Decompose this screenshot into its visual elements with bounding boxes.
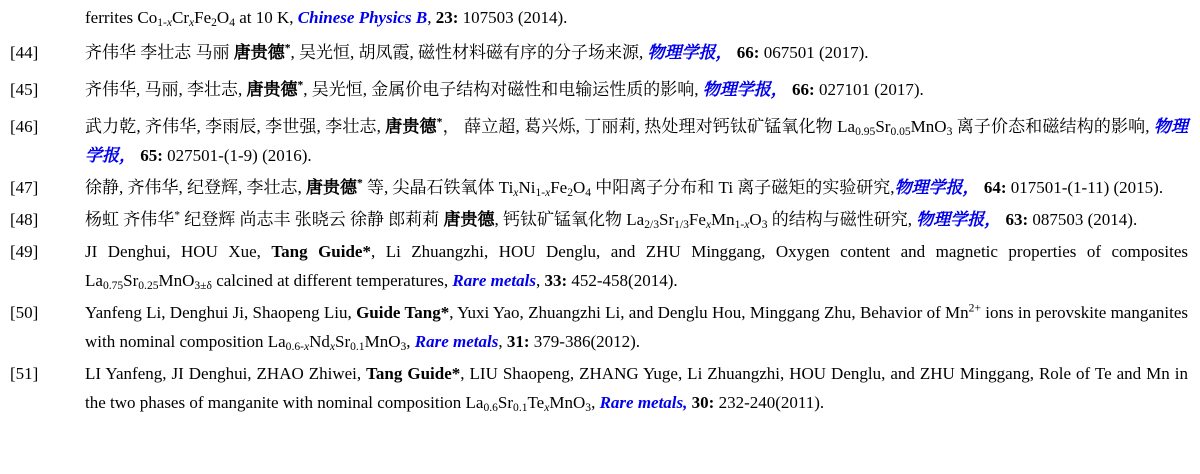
text-segment: 唐贵德	[233, 43, 285, 62]
text-segment: 23:	[435, 8, 459, 27]
text-segment: , 吴光恒, 金属价电子结构对磁性和电输运性质的影响,	[303, 80, 703, 99]
text-segment: ferrites Co	[85, 8, 158, 27]
text-segment: 017501-(1-11) (2015).	[1006, 178, 1164, 197]
journal-name: 物理学报，	[647, 43, 733, 62]
text-segment: 379-386(2012).	[529, 332, 641, 351]
reference-text	[85, 208, 1138, 232]
reference-item	[10, 359, 1188, 417]
superscript-text: 2+	[968, 301, 981, 315]
subscript-text: x	[545, 186, 551, 200]
subscript-text: 0.05	[890, 125, 911, 139]
journal-name: 物理学报，	[85, 117, 1189, 165]
reference-item	[10, 237, 1188, 295]
text-segment: 66:	[736, 43, 760, 62]
subscript-text: 0.1	[513, 401, 528, 415]
text-segment: 66:	[792, 80, 815, 99]
text-segment: Ni	[518, 178, 536, 197]
text-segment: 齐伟华, 马丽, 李壮志,	[85, 80, 247, 99]
reference-number: [47]	[10, 178, 39, 197]
subscript-text: 3±δ	[194, 279, 212, 293]
text-segment: O	[749, 210, 762, 229]
text-segment: Fe	[688, 210, 706, 229]
reference-item	[10, 75, 1188, 104]
reference-item	[10, 173, 1188, 202]
text-segment: 107503 (2014).	[458, 8, 568, 27]
subscript-text: x	[166, 16, 172, 30]
text-segment: 唐贵德	[443, 210, 495, 229]
reference-text	[85, 242, 1188, 293]
text-segment: Sr	[123, 271, 139, 290]
text-segment: 027101 (2017).	[814, 80, 924, 99]
text-segment: 067501 (2017).	[759, 43, 869, 62]
text-segment: ,	[406, 332, 415, 351]
text-segment: 31:	[506, 332, 530, 351]
reference-text	[85, 364, 1189, 415]
reference-item	[10, 205, 1188, 234]
text-segment: ， 薛立超, 葛兴烁, 丁丽莉, 热处理对钙钛矿锰氧化物 La	[442, 117, 856, 136]
subscript-text: x	[189, 16, 195, 30]
text-segment: 等, 尖晶石铁氧体 Ti	[362, 178, 514, 197]
text-segment: 64:	[983, 178, 1007, 197]
text-segment: ,	[498, 332, 507, 351]
reference-text	[85, 117, 1188, 165]
reference-text	[85, 301, 1188, 354]
subscript-text: 2	[211, 16, 217, 30]
text-segment: Nd	[309, 332, 330, 351]
text-segment: MnO	[158, 271, 195, 290]
text-segment: ,	[591, 393, 600, 412]
text-segment: ,	[427, 8, 436, 27]
text-segment: at 10 K,	[234, 8, 298, 27]
reference-number: [48]	[10, 210, 39, 229]
subscript-text: x	[544, 401, 550, 415]
reference-text	[85, 43, 869, 62]
reference-number: [50]	[10, 303, 39, 322]
reference-text	[85, 80, 924, 99]
superscript-text: *	[436, 115, 443, 129]
text-segment: Fe	[194, 8, 212, 27]
subscript-text: 1-	[535, 186, 546, 200]
text-segment: MnO	[549, 393, 586, 412]
reference-number: [45]	[10, 80, 39, 99]
text-segment: Fe	[550, 178, 568, 197]
text-segment: Te	[527, 393, 545, 412]
text-segment: calcined at different temperatures,	[211, 271, 453, 290]
text-segment: 唐贵德	[246, 80, 298, 99]
journal-name: 物理学报，	[702, 80, 788, 99]
journal-name: 物理学报，	[916, 210, 1002, 229]
text-segment: ions in perovskite manganites with nominal composition La	[85, 303, 1188, 351]
text-segment: 中阳离子分布和 Ti 离子磁矩的实验研究,	[591, 178, 895, 197]
text-segment: Sr	[875, 117, 891, 136]
reference-item	[10, 38, 1188, 67]
text-segment: 452-458(2014).	[567, 271, 678, 290]
text-segment: O	[572, 178, 586, 197]
text-segment: Sr	[658, 210, 675, 229]
text-segment: 纪登辉 尚志丰 张晓云 徐静 郎莉莉	[180, 210, 444, 229]
subscript-text: 3	[400, 340, 407, 354]
subscript-text: x	[513, 186, 519, 200]
subscript-text: 2/3	[644, 218, 659, 232]
subscript-text: 3	[946, 125, 953, 139]
text-segment: Sr	[335, 332, 351, 351]
text-segment: Cr	[172, 8, 189, 27]
text-segment: Yanfeng Li, Denghui Ji, Shaopeng Liu,	[85, 303, 357, 322]
text-segment: JI Denghui, HOU Xue,	[85, 242, 272, 261]
subscript-text: 1-	[157, 16, 167, 30]
text-segment: 63:	[1005, 210, 1029, 229]
text-segment: Tang Guide*	[366, 364, 461, 383]
subscript-text: 3	[585, 401, 592, 415]
subscript-text: 3	[761, 218, 768, 232]
journal-name: Chinese Physics B	[297, 8, 428, 27]
text-segment: Mn	[711, 210, 735, 229]
text-segment: MnO	[910, 117, 947, 136]
text-segment: 232-240(2011).	[714, 393, 825, 412]
text-segment: 027501-(1-9) (2016).	[162, 146, 312, 165]
subscript-text: 0.1	[350, 340, 365, 354]
reference-item	[10, 3, 1188, 32]
subscript-text: 0.25	[138, 279, 159, 293]
text-segment: , Yuxi Yao, Zhuangzhi Li, and Denglu Hou, Minggang Zhu, Behavior of Mn	[449, 303, 969, 322]
reference-item	[10, 112, 1188, 170]
text-segment: , LIU Shaopeng, ZHANG Yuge, Li Zhuangzhi, HOU Denglu, and ZHU Minggang, Role of Te and Mn in the two phases of manganite with nominal composition La	[85, 364, 1189, 412]
subscript-text: 1/3	[674, 218, 689, 232]
text-segment: LI Yanfeng, JI Denghui, ZHAO Zhiwei,	[85, 364, 367, 383]
subscript-text: x	[705, 218, 712, 232]
subscript-text: 1-	[734, 218, 745, 232]
reference-number: [46]	[10, 117, 39, 136]
subscript-text: 4	[229, 16, 235, 30]
text-segment: ,	[535, 271, 545, 290]
superscript-text: *	[297, 78, 304, 92]
reference-text	[85, 8, 568, 30]
subscript-text: x	[303, 340, 310, 354]
reference-list	[10, 3, 1188, 417]
text-segment: 唐贵德	[385, 117, 437, 136]
subscript-text: 0.95	[855, 125, 876, 139]
subscript-text: 0.75	[102, 279, 124, 293]
reference-number: [51]	[10, 364, 39, 383]
text-segment: Guide Tang*	[356, 303, 450, 322]
text-segment: , Li Zhuangzhi, HOU Denglu, and ZHU Minggang, Oxygen content and magnetic properties of composites La	[85, 242, 1188, 290]
subscript-text: 4	[585, 186, 592, 200]
text-segment: 杨虹 齐伟华	[85, 210, 175, 229]
text-segment: , 钙钛矿锰氧化物 La	[494, 210, 645, 229]
subscript-text: 0.6	[483, 401, 498, 415]
text-segment: , 吴光恒, 胡凤霞, 磁性材料磁有序的分子场来源,	[290, 43, 648, 62]
subscript-text: x	[744, 218, 750, 232]
reference-number: [44]	[10, 43, 39, 62]
reference-number: [49]	[10, 242, 39, 261]
subscript-text: 2	[567, 186, 573, 200]
text-segment: 33:	[544, 271, 568, 290]
text-segment: 30:	[691, 393, 715, 412]
text-segment: 的结构与磁性研究,	[767, 210, 917, 229]
superscript-text: *	[174, 208, 181, 222]
text-segment: MnO	[364, 332, 401, 351]
journal-name: Rare metals	[414, 332, 499, 351]
text-segment: 唐贵德	[306, 178, 357, 197]
text-segment: O	[216, 8, 230, 27]
text-segment: 离子价态和磁结构的影响,	[952, 117, 1154, 136]
reference-text	[85, 176, 1164, 200]
text-segment: Sr	[497, 393, 514, 412]
text-segment: 徐静, 齐伟华, 纪登辉, 李壮志,	[85, 178, 306, 197]
text-segment: 武力乾, 齐伟华, 李雨辰, 李世强, 李壮志,	[85, 117, 386, 136]
subscript-text: 0.6-	[285, 340, 304, 354]
journal-name: Rare metals	[452, 271, 536, 290]
text-segment: 65:	[140, 146, 163, 165]
subscript-text: x	[329, 340, 336, 354]
journal-name: Rare metals,	[599, 393, 688, 412]
superscript-text: *	[284, 41, 291, 55]
text-segment: 087503 (2014).	[1028, 210, 1138, 229]
journal-name: 物理学报，	[894, 178, 980, 197]
text-segment: 齐伟华 李壮志 马丽	[85, 43, 234, 62]
superscript-text: *	[357, 176, 363, 190]
reference-item	[10, 298, 1188, 356]
text-segment: Tang Guide*	[271, 242, 371, 261]
